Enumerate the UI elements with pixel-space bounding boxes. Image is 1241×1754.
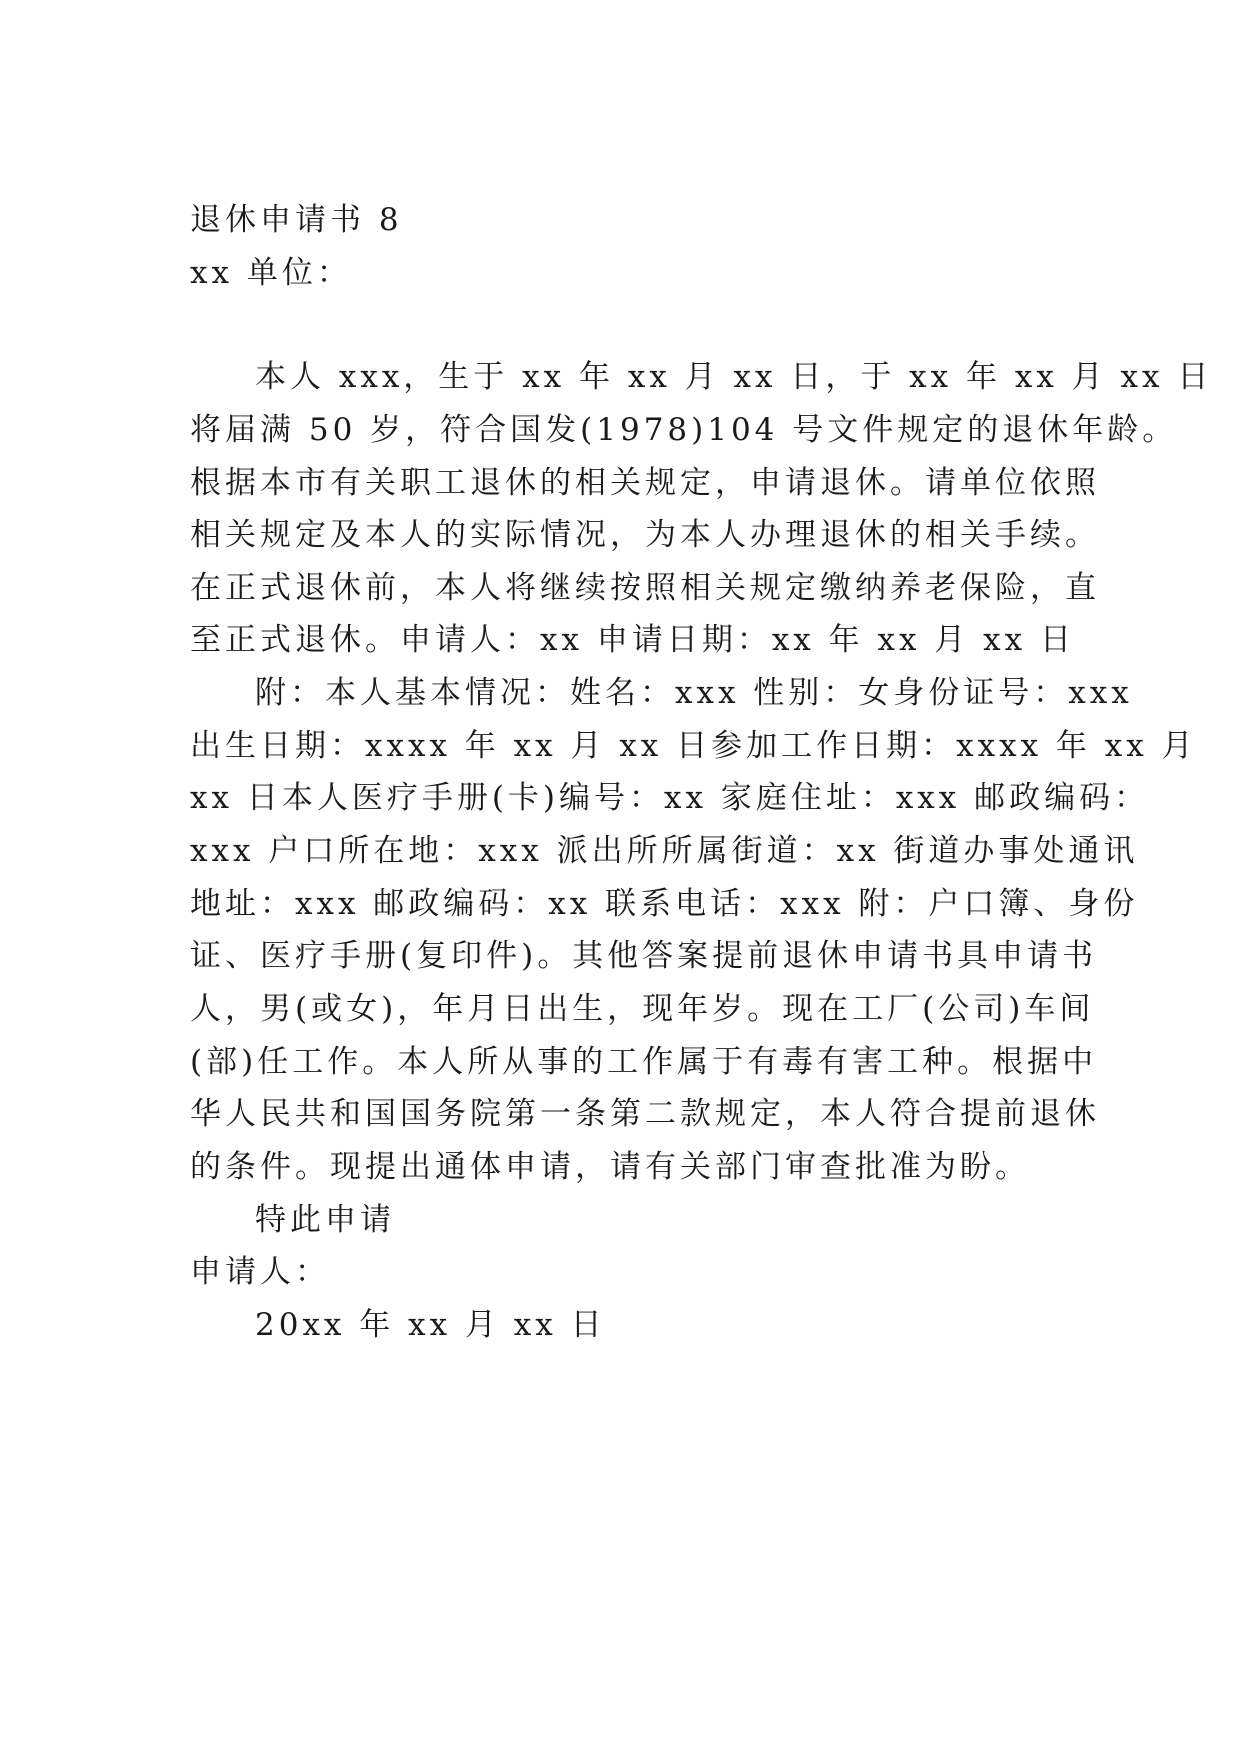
- paragraph2-line: 证、医疗手册(复印件)。其他答案提前退休申请书具申请书: [190, 938, 1098, 974]
- paragraph1-line: 相关规定及本人的实际情况，为本人办理退休的相关手续。: [190, 517, 1100, 553]
- paragraph2-line: xx 日本人医疗手册(卡)编号：xx 家庭住址：xxx 邮政编码：: [190, 780, 1150, 816]
- paragraph2-line: (部)任工作。本人所从事的工作属于有毒有害工种。根据中: [190, 1044, 1098, 1080]
- paragraph1-line: 至正式退休。申请人：xx 申请日期：xx 年 xx 月 xx 日: [190, 622, 1075, 658]
- paragraph2-line: 地址：xxx 邮政编码：xx 联系电话：xxx 附：户口簿、身份: [190, 886, 1139, 922]
- signature-label: 申请人：: [190, 1254, 330, 1290]
- paragraph2-line: 的条件。现提出通体申请，请有关部门审查批准为盼。: [190, 1149, 1030, 1185]
- paragraph1-line: 根据本市有关职工退休的相关规定，申请退休。请单位依照: [190, 465, 1100, 501]
- paragraph1-line: 本人 xxx，生于 xx 年 xx 月 xx 日，于 xx 年 xx 月 xx 日: [255, 359, 1213, 395]
- closing-text: 特此申请: [255, 1202, 395, 1238]
- paragraph2-line: 华人民共和国国务院第一条第二款规定，本人符合提前退休: [190, 1096, 1100, 1132]
- paragraph1-line: 将届满 50 岁，符合国发(1978)104 号文件规定的退休年龄。: [190, 412, 1178, 448]
- date-line: 20xx 年 xx 月 xx 日: [255, 1307, 606, 1343]
- addressee: xx 单位：: [190, 255, 352, 291]
- document-title: 退休申请书 8: [190, 202, 403, 238]
- paragraph2-line: 出生日期：xxxx 年 xx 月 xx 日参加工作日期：xxxx 年 xx 月: [190, 728, 1197, 764]
- paragraph1-line: 在正式退休前，本人将继续按照相关规定缴纳养老保险，直: [190, 570, 1100, 606]
- paragraph2-line: 人，男(或女)，年月日出生，现年岁。现在工厂(公司)车间: [190, 991, 1095, 1027]
- paragraph2-line: 附：本人基本情况：姓名：xxx 性别：女身份证号：xxx: [255, 675, 1133, 711]
- paragraph2-line: xxx 户口所在地：xxx 派出所所属街道：xx 街道办事处通讯: [190, 833, 1139, 869]
